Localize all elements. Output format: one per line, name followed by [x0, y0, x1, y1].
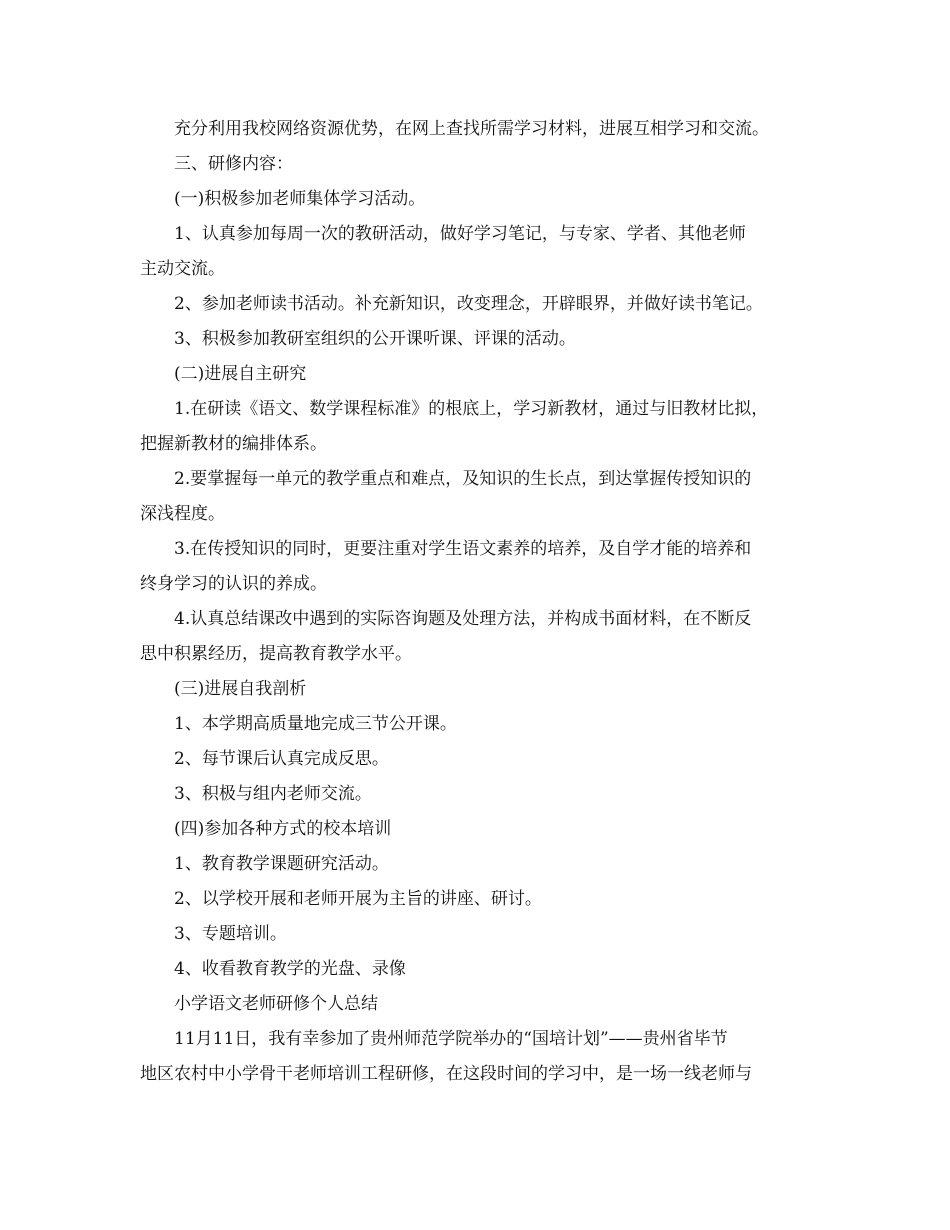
subsection-heading: (三)进展自我剖析 [174, 679, 307, 699]
text-line: 2、以学校开展和老师开展为主旨的讲座、研讨。 [174, 889, 542, 909]
text-line: 地区农村中小学骨干老师培训工程研修，在这段时间的学习中，是一场一线老师与 [140, 1064, 752, 1084]
subsection-heading: (二)进展自主研究 [174, 364, 307, 384]
text-line: 11月11日，我有幸参加了贵州师范学院举办的“国培计划”——贵州省毕节 [174, 1029, 728, 1049]
section-heading: 三、研修内容： [174, 154, 293, 174]
text-line: 1、本学期高质量地完成三节公开课。 [174, 714, 457, 734]
text-line: 2、每节课后认真完成反思。 [174, 749, 389, 769]
subsection-heading: (四)参加各种方式的校本培训 [174, 819, 392, 839]
text-line: 深浅程度。 [140, 504, 225, 524]
text-line: 思中积累经历，提高教育教学水平。 [140, 644, 412, 664]
text-line: 3、专题培训。 [174, 924, 287, 944]
text-line: 主动交流。 [140, 259, 225, 279]
text-line: 4.认真总结课改中遇到的实际咨询题及处理方法，并构成书面材料，在不断反 [174, 609, 752, 629]
text-line: 3.在传授知识的同时，更要注重对学生语文素养的培养，及自学才能的培养和 [174, 539, 752, 559]
text-line: 2、参加老师读书活动。补充新知识，改变理念，开辟眼界，并做好读书笔记。 [174, 294, 763, 314]
text-line: 4、收看教育教学的光盘、录像 [174, 959, 406, 979]
text-line: 1、认真参加每周一次的教研活动，做好学习笔记，与专家、学者、其他老师 [174, 224, 746, 244]
document-title: 小学语文老师研修个人总结 [174, 994, 378, 1014]
text-line: 1、教育教学课题研究活动。 [174, 854, 389, 874]
text-line: 3、积极与组内老师交流。 [174, 784, 372, 804]
text-line: 把握新教材的编排体系。 [140, 434, 327, 454]
subsection-heading: (一)积极参加老师集体学习活动。 [174, 189, 426, 209]
text-line: 充分利用我校网络资源优势，在网上查找所需学习材料，进展互相学习和交流。 [174, 119, 769, 139]
text-line: 终身学习的认识的养成。 [140, 574, 327, 594]
document-body [140, 112, 820, 1092]
text-line: 2.要掌握每一单元的教学重点和难点，及知识的生长点，到达掌握传授知识的 [174, 469, 752, 489]
text-line: 3、积极参加教研室组织的公开课听课、评课的活动。 [174, 329, 576, 349]
text-line: 1.在研读《语文、数学课程标准》的根底上，学习新教材，通过与旧教材比拟， [174, 399, 769, 419]
